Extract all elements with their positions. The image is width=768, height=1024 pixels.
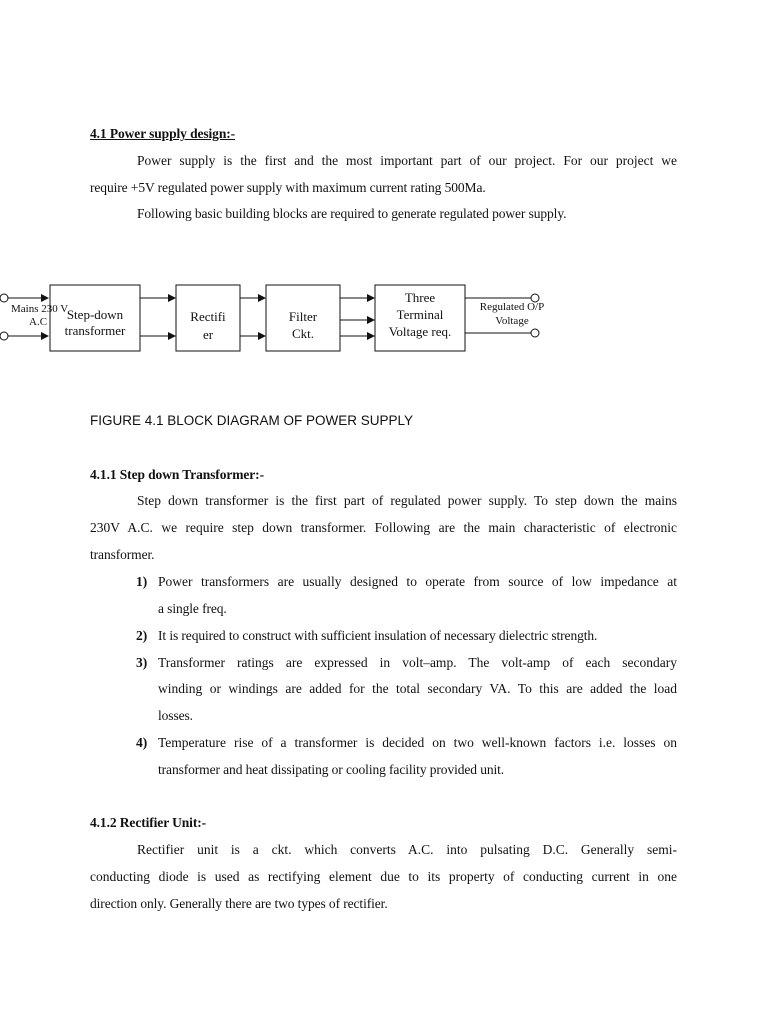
intro-paragraph-line-2: require +5V regulated power supply with maximum current rating 500Ma. — [90, 180, 486, 195]
intro-paragraph-line-1: Power supply is the first and the most important part of our project. For our project we — [137, 153, 677, 168]
block3-line2: Ckt. — [291, 326, 315, 341]
transformer-heading: 4.1.1 Step down Transformer:- — [90, 467, 264, 482]
transformer-line-2: 230V A.C. we require step down transformer. Following are the main characteristic of electronic — [90, 520, 677, 535]
input-label-line2: A.C — [29, 316, 48, 328]
block1-line2: transformer — [64, 323, 126, 338]
output-terminal-bottom — [531, 329, 539, 337]
input-terminal-bottom — [0, 332, 8, 340]
block4-line2: Terminal — [396, 307, 444, 322]
block2-line1: Rectifi — [190, 309, 226, 324]
power-supply-block-diagram — [0, 280, 560, 360]
block1-line1: Step-down — [66, 307, 124, 322]
block2-line2: er — [202, 327, 214, 342]
block4-line3: Voltage req. — [388, 324, 452, 339]
block3-line1: Filter — [288, 309, 318, 324]
list-item-3-line-1: Transformer ratings are expressed in volt–amp. The volt-amp of each secondary — [158, 655, 677, 670]
output-label-line1: Regulated O/P — [479, 301, 545, 313]
input-terminal-top — [0, 294, 8, 302]
list-item-1-line-2: a single freq. — [158, 601, 227, 616]
block4-line1: Three — [404, 290, 436, 305]
intro-paragraph-2: Following basic building blocks are required to generate regulated power supply. — [137, 206, 567, 221]
list-item-4-line-2: transformer and heat dissipating or cooling facility provided unit. — [158, 762, 505, 777]
list-item-2-line-1: It is required to construct with sufficient insulation of necessary dielectric strength. — [158, 628, 598, 643]
list-item-number: 3) — [136, 655, 148, 670]
list-item-3-line-3: losses. — [158, 708, 193, 723]
rectifier-heading: 4.1.2 Rectifier Unit:- — [90, 815, 207, 830]
list-item-number: 1) — [136, 574, 148, 589]
transformer-line-3: transformer. — [90, 547, 155, 562]
figure-caption: FIGURE 4.1 BLOCK DIAGRAM OF POWER SUPPLY — [90, 413, 414, 428]
output-label-line2: Voltage — [495, 315, 529, 327]
rectifier-line-3: direction only. Generally there are two types of rectifier. — [90, 896, 388, 911]
section-heading: 4.1 Power supply design:- — [90, 126, 236, 141]
input-label-line1: Mains 230 V — [11, 303, 69, 315]
list-item-4-line-1: Temperature rise of a transformer is decided on two well-known factors i.e. losses on — [158, 735, 677, 750]
list-item-number: 4) — [136, 735, 148, 750]
transformer-line-1: Step down transformer is the first part of regulated power supply. To step down the mains — [137, 493, 677, 508]
list-item-3-line-2: winding or windings are added for the total secondary VA. To this are added the load — [158, 681, 677, 696]
rectifier-line-2: conducting diode is used as rectifying element due to its property of conducting current in one — [90, 869, 677, 884]
rectifier-line-1: Rectifier unit is a ckt. which converts A.C. into pulsating D.C. Generally semi- — [137, 842, 677, 857]
list-item-number: 2) — [136, 628, 148, 643]
list-item-1-line-1: Power transformers are usually designed to operate from source of low impedance at — [158, 574, 677, 589]
